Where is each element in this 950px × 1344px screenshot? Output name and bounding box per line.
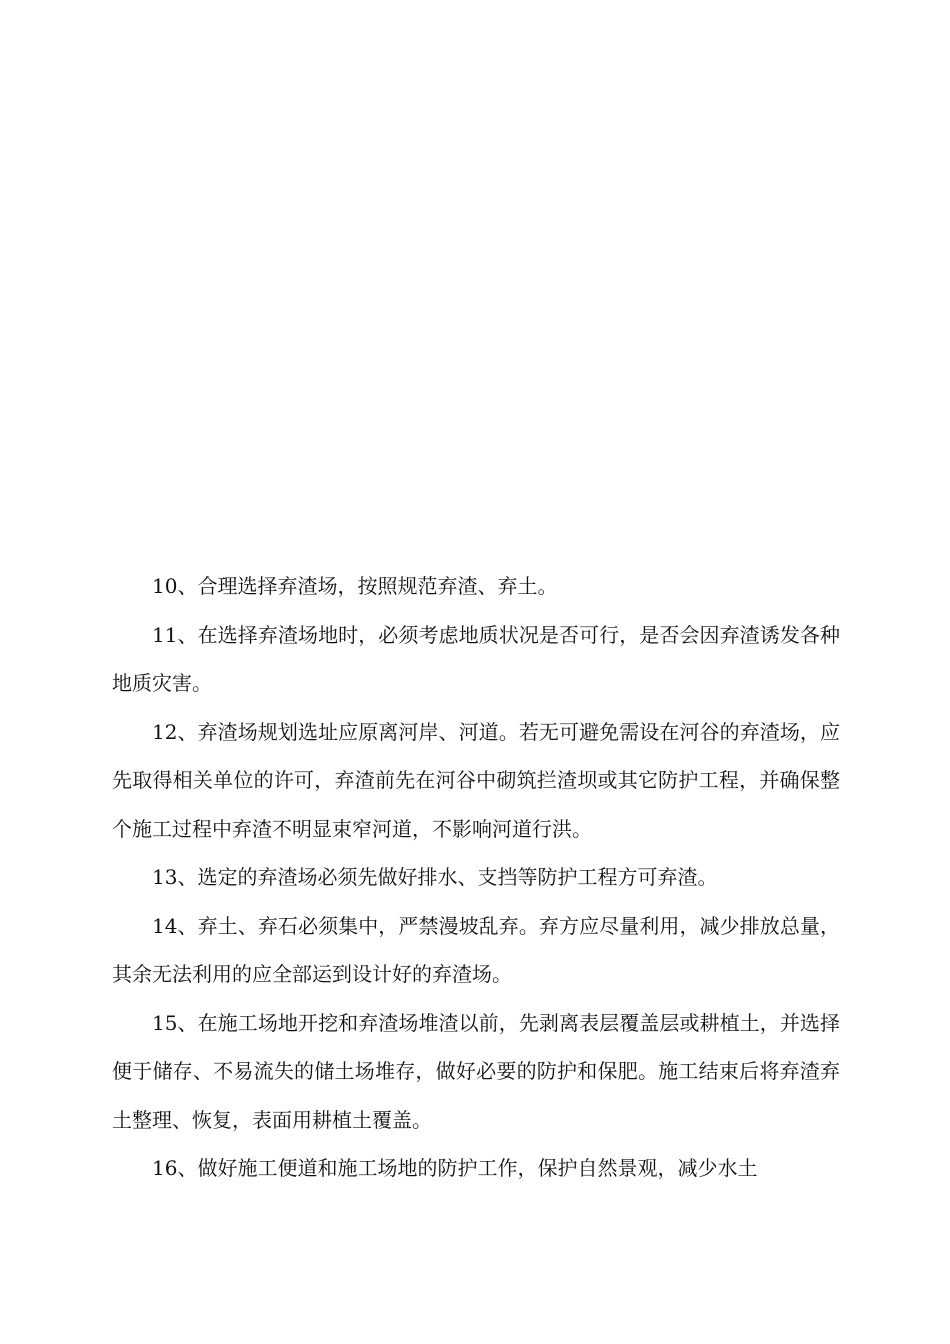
paragraph-10: 10、合理选择弃渣场，按照规范弃渣、弃土。 xyxy=(152,574,558,598)
document-body xyxy=(112,562,840,1193)
paragraph-12: 12、弃渣场规划选址应原离河岸、河道。若无可避免需设在河谷的弃渣场，应先取得相关单位的许可，弃渣前先在河谷中砌筑拦渣坝或其它防护工程，并确保整个施工过程中弃渣不明显束窄河道，不影响河道行洪。 xyxy=(112,719,840,841)
paragraph-15: 15、在施工场地开挖和弃渣场堆渣以前，先剥离表层覆盖层或耕植土，并选择便于储存、不易流失的储土场堆存，做好必要的防护和保肥。施工结束后将弃渣弃土整理、恢复，表面用耕植土覆盖。 xyxy=(112,1010,840,1132)
paragraph-14: 14、弃土、弃石必须集中，严禁漫坡乱弃。弃方应尽量利用，减少排放总量，其余无法利用的应全部运到设计好的弃渣场。 xyxy=(112,913,840,986)
paragraph-16: 16、做好施工便道和施工场地的防护工作，保护自然景观，减少水土 xyxy=(152,1156,758,1180)
paragraph-13: 13、选定的弃渣场必须先做好排水、支挡等防护工程方可弃渣。 xyxy=(152,865,718,889)
paragraph-11: 11、在选择弃渣场地时，必须考虑地质状况是否可行，是否会因弃渣诱发各种地质灾害。 xyxy=(112,622,840,695)
